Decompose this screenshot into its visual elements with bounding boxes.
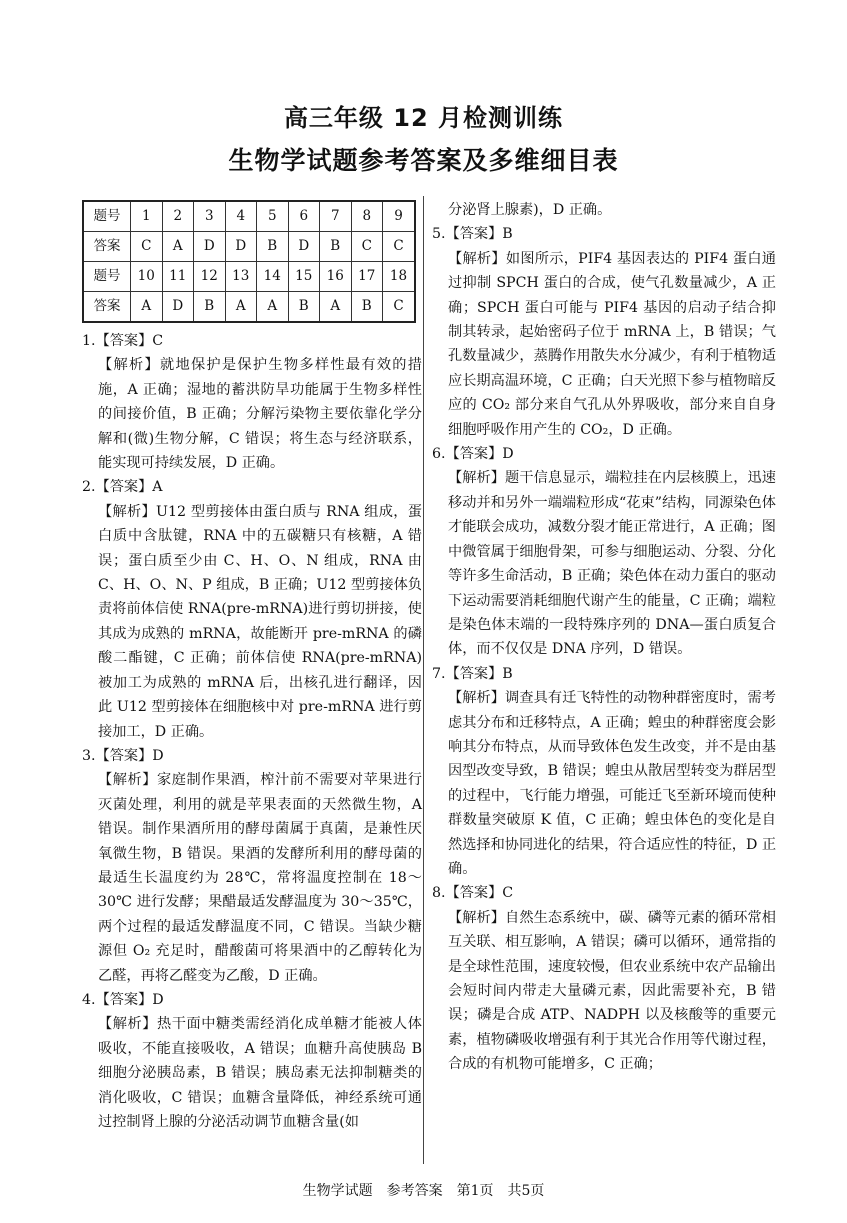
answer-table-cell: 14 — [257, 262, 289, 292]
answer-label: 3.【答案】D — [82, 747, 164, 764]
question-item — [432, 442, 776, 662]
answer-table-header-cell: 答案 — [83, 292, 131, 323]
answer-table-cell: B — [288, 292, 320, 323]
question-item — [432, 881, 776, 1076]
answer-table-cell: D — [288, 232, 320, 262]
answer-table-cell: 5 — [257, 201, 289, 232]
page-footer: 生物学试题 参考答案 第1页 共5页 — [302, 1183, 545, 1199]
page-subtitle: 生物学试题参考答案及多维细目表 — [228, 146, 619, 175]
answer-table-cell: 9 — [383, 201, 416, 232]
explanation-text: 【解析】自然生态系统中，碳、磷等元素的循环常相互关联、相互影响，A 错误；磷可以循环，通常指的是全球性范围，速度较慢，但农业系统中农产品输出会短时间内带走大量磷元素，因此需要补充，B 错误；磷是合成 ATP、NADPH 以及核酸等的重要元素，植物磷吸收增强有利于其光合作用等代谢过程，合成的有机物可能增多，C 正确； — [448, 909, 776, 1073]
answer-table-cell: 11 — [162, 262, 194, 292]
question-item — [432, 222, 776, 442]
answer-table-cell: A — [225, 292, 257, 323]
explanation-text: 【解析】如图所示，PIF4 基因表达的 PIF4 蛋白通过抑制 SPCH 蛋白的合成，使气孔数量减少，A 正确；SPCH 蛋白可能与 PIF4 基因的启动子结合抑制其转录，起始密码子位于 mRNA 上，B 错误；气孔数量减少，蒸腾作用散失水分减少，有利于植物适应长期高温环境，C 正确；白天光照下参与植物暗反应的 CO₂ 部分来自气孔从外界吸收，部分来自自身细胞呼吸作用产生的 CO₂，D 正确。 — [448, 250, 776, 438]
question-item — [82, 744, 422, 988]
answer-table-cell: 6 — [288, 201, 320, 232]
explanation-text: 【解析】家庭制作果酒，榨汁前不需要对苹果进行灭菌处理，利用的就是苹果表面的天然微生物，A 错误。制作果酒所用的酵母菌属于真菌，是兼性厌氧微生物，B 错误。果酒的发酵所利用的酵母菌的最适生长温度约为 28℃，常将温度控制在 18～30℃ 进行发酵；果醋最适发酵温度为 30～35℃，两个过程的最适发酵温度不同，C 错误。当缺少糖源但 O₂ 充足时，醋酸菌可将果酒中的乙醇转化为乙醛，再将乙醛变为乙酸，D 正确。 — [98, 772, 422, 984]
answer-table-cell: 16 — [320, 262, 352, 292]
question-item — [432, 662, 776, 882]
explanation-text: 分泌肾上腺素)，D 正确。 — [448, 202, 612, 218]
answer-table-cell: B — [257, 232, 289, 262]
answer-table-cell: A — [162, 232, 194, 262]
answer-table-cell: C — [131, 232, 163, 262]
answer-table-cell: 2 — [162, 201, 194, 232]
column-divider — [423, 196, 424, 1164]
answer-label: 7.【答案】B — [432, 665, 513, 682]
left-column — [82, 200, 422, 1134]
answer-table-cell: A — [131, 292, 163, 323]
answer-table-cell: C — [383, 232, 416, 262]
answer-table-cell: B — [351, 292, 383, 323]
answer-table-header-cell: 题号 — [83, 262, 131, 292]
explanation-text: 【解析】就地保护是保护生物多样性最有效的措施，A 正确；湿地的蓄洪防旱功能属于生物多样性的间接价值，B 正确；分解污染物主要依靠化学分解和(微)生物分解，C 错误；将生态与经济联系，能实现可持续发展，D 正确。 — [98, 357, 422, 472]
answer-table-cell: D — [162, 292, 194, 323]
answer-table-cell: D — [194, 232, 226, 262]
answer-table-cell: B — [194, 292, 226, 323]
question-item — [432, 198, 776, 222]
page-title: 高三年级 12 月检测训练 — [283, 104, 564, 132]
answer-table-row — [83, 201, 415, 232]
answer-table-cell: 10 — [131, 262, 163, 292]
answer-label: 8.【答案】C — [432, 885, 514, 902]
answer-table-row — [83, 292, 415, 323]
right-questions — [432, 198, 776, 1077]
answer-table-cell: D — [225, 232, 257, 262]
answer-table-row — [83, 232, 415, 262]
answer-table-row — [83, 262, 415, 292]
answer-table-cell: 7 — [320, 201, 352, 232]
answer-table-cell: A — [257, 292, 289, 323]
answer-label: 2.【答案】A — [82, 479, 163, 496]
answer-table-cell: 4 — [225, 201, 257, 232]
answer-table-cell: 3 — [194, 201, 226, 232]
right-column — [432, 198, 776, 1077]
answer-table-cell: C — [383, 292, 416, 323]
answer-label: 6.【答案】D — [432, 446, 514, 463]
answer-table-cell: C — [351, 232, 383, 262]
answer-label: 1.【答案】C — [82, 333, 164, 349]
answer-table-header-cell: 题号 — [83, 201, 131, 232]
left-questions — [82, 329, 422, 1134]
answer-table-cell: 12 — [194, 262, 226, 292]
answer-table-cell: 15 — [288, 262, 320, 292]
answer-table-cell: 13 — [225, 262, 257, 292]
answer-table-header-cell: 答案 — [83, 232, 131, 262]
answer-table-cell: 18 — [383, 262, 416, 292]
explanation-text: 【解析】题干信息显示，端粒挂在内层核膜上，迅速移动并和另外一端端粒形成“花束”结构，同源染色体才能联会成功，减数分裂才能正常进行，A 正确；图中微管属于细胞骨架，可参与细胞运动、分裂、分化等许多生命活动，B 正确；染色体在动力蛋白的驱动下运动需要消耗细胞代谢产生的能量，C 正确；端粒是染色体末端的一段特殊序列的 DNA—蛋白质复合体，而不仅仅是 DNA 序列，D 错误。 — [448, 470, 776, 658]
answer-table-cell: A — [320, 292, 352, 323]
explanation-text: 【解析】调查具有迁飞特性的动物种群密度时，需考虑其分布和迁移特点，A 正确；蝗虫的种群密度会影响其分布特点，从而导致体色发生改变，并不是由基因型改变导致，B 错误；蝗虫从散居型转变为群居型的过程中，飞行能力增强，可能迁飞至新环境而使种群数量突破原 K 值，C 正确；蝗虫体色的变化是自然选择和协同进化的结果，符合适应性的特征，D 正确。 — [448, 690, 777, 877]
explanation-text: 【解析】U12 型剪接体由蛋白质与 RNA 组成，蛋白质中含肽键，RNA 中的五碳糖只有核糖，A 错误；蛋白质至少由 C、H、O、N 组成，RNA 由 C、H、O、N、P 组成，B 正确；U12 型剪接体负责将前体信使 RNA(pre-mRNA)进行剪切拼接，使其成为成熟的 mRNA，故能断开 pre-mRNA 的磷酸二酯键，C 正确；前体信使 RNA(pre-mRNA)被加工为成熟的 mRNA 后，出核孔进行翻译，因此 U12 型剪接体在细胞核中对 pre-mRNA 进行剪接加工，D 正确。 — [98, 503, 422, 740]
question-item — [82, 329, 422, 475]
question-item — [82, 988, 422, 1134]
answer-table-cell: 17 — [351, 262, 383, 292]
answer-table-cell: B — [320, 232, 352, 262]
question-item — [82, 475, 422, 743]
answer-label: 5.【答案】B — [432, 226, 513, 243]
answer-label: 4.【答案】D — [82, 991, 164, 1008]
answer-table-cell: 1 — [131, 201, 163, 232]
answer-table-cell: 8 — [351, 201, 383, 232]
answer-table — [82, 200, 416, 323]
explanation-text: 【解析】热干面中糖类需经消化成单糖才能被人体吸收，不能直接吸收，A 错误；血糖升高使胰岛 B 细胞分泌胰岛素，B 错误；胰岛素无法抑制糖类的消化吸收，C 错误；血糖含量降低，神经系统可通过控制肾上腺的分泌活动调节血糖含量(如 — [98, 1016, 422, 1130]
